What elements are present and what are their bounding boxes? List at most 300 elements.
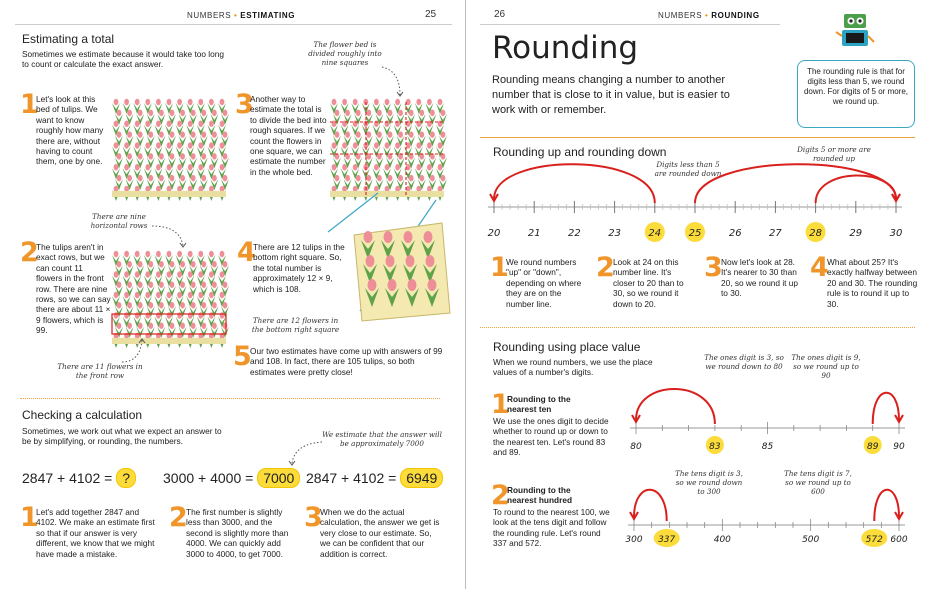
tulip-flower [127, 153, 132, 159]
tulip-flower [384, 231, 393, 243]
tulip-flower [167, 251, 172, 257]
tulip-flower [180, 323, 185, 329]
annotation-ones-3: The ones digit is 3, so we round down to 80 [704, 353, 784, 371]
tulip-field-image [112, 92, 226, 197]
tulip-flower [198, 99, 203, 105]
tulip-flower [170, 302, 175, 308]
tick-label: 85 [761, 442, 774, 452]
tulip-flower [223, 302, 228, 308]
tulip-flower [167, 312, 172, 318]
tulip-flower [170, 323, 175, 329]
tulip-flower [191, 110, 196, 116]
tulip-flower [201, 131, 206, 137]
tulip-flower [127, 175, 132, 181]
tulip-flower [416, 142, 421, 148]
tulip-flower [335, 110, 340, 116]
tulip-flower [177, 99, 182, 105]
tulip-flower [223, 131, 228, 137]
step-number: 2 [491, 480, 510, 511]
tulip-flower [148, 175, 153, 181]
rounding-arc [873, 393, 899, 424]
tulip-flower [191, 175, 196, 181]
tulip-flower [201, 261, 206, 267]
tulip-flower [170, 131, 175, 137]
tulip-flower [366, 255, 375, 267]
tulip-flower [114, 271, 119, 277]
step-text: When we do the actual calculation, the answer we get is very close to our estimate. So, we can be confident that our addition is correct. [320, 507, 440, 559]
tulip-flower [188, 251, 193, 257]
tick-label: 500 [802, 535, 820, 545]
tulip-flower [212, 302, 217, 308]
tulip-flower [135, 99, 140, 105]
tulip-flower [398, 110, 403, 116]
tulip-flower [388, 175, 393, 181]
tulip-flower [159, 175, 164, 181]
tulip-flower [356, 110, 361, 116]
tulip-flower [345, 110, 350, 116]
tulip-flower [148, 153, 153, 159]
tulip-flower [180, 131, 185, 137]
tulip-flower [180, 282, 185, 288]
tulip-flower [395, 164, 400, 170]
tulip-flower [138, 175, 143, 181]
tulip-flower [188, 99, 193, 105]
tulip-flower [209, 121, 214, 127]
tick-label: 22 [568, 228, 581, 239]
tulip-flower [167, 164, 172, 170]
tulip-flower [170, 153, 175, 159]
tick-label: 29 [849, 228, 863, 239]
tulip-flower [159, 261, 164, 267]
tulip-flower [209, 164, 214, 170]
tulip-flower [209, 292, 214, 298]
tulip-flower [124, 251, 129, 257]
tulip-flower [138, 131, 143, 137]
annotation-rounded-down: Digits less than 5 are rounded down [654, 160, 722, 178]
tulip-flower [180, 175, 185, 181]
rounding-arc [636, 389, 715, 424]
tulip-flower [135, 121, 140, 127]
tulip-flower [198, 142, 203, 148]
tulip-flower [198, 292, 203, 298]
step-text: There are 12 tulips in the bottom right square. So, the total number is approximately 12 × 9, which is 108. [253, 242, 345, 294]
tulip-flower [335, 131, 340, 137]
tick-label: 80 [630, 442, 642, 452]
tulip-flower [191, 302, 196, 308]
tulip-flower [167, 292, 172, 298]
rounding-arc [874, 490, 899, 521]
tulip-flower [156, 312, 161, 318]
step-text: Now let's look at 28. It's nearer to 30 than 20, so we round it up to 30. [721, 257, 799, 299]
tulip-flower [180, 302, 185, 308]
annotation-tens-7: The tens digit is 7, so we round up to 600 [784, 469, 852, 496]
tulip-flower [124, 142, 129, 148]
step-title: Rounding to the nearest ten [507, 394, 571, 415]
tulip-flower [177, 142, 182, 148]
tulip-flower [135, 251, 140, 257]
step-number: 2 [596, 252, 615, 283]
tulip-flower [180, 153, 185, 159]
tulip-field-grid-image [330, 92, 444, 197]
tulip-flower [209, 99, 214, 105]
tulip-flower [156, 164, 161, 170]
left-running-header: NUMBERS • ESTIMATING [187, 11, 296, 20]
annotation-tens-3: The tens digit is 3, so we round down to 300 [675, 469, 743, 496]
tulip-flower [127, 110, 132, 116]
number-line-80-90 [466, 370, 929, 460]
tulip-flower [212, 175, 217, 181]
equation-estimate: 3000 + 4000 = 7000 [163, 468, 300, 488]
step-number: 2 [169, 502, 188, 533]
tulip-flower [201, 110, 206, 116]
tulip-flower [441, 175, 446, 181]
step-text: Let's look at this bed of tulips. We want to know roughly how many there are, without having to count them, one by one. [36, 94, 104, 167]
equation-actual: 2847 + 4102 = 6949 [306, 468, 443, 488]
tulip-flower [364, 231, 373, 243]
tulip-flower [156, 99, 161, 105]
tulip-flower [114, 312, 119, 318]
section-heading-updown: Rounding up and rounding down [493, 145, 667, 159]
tick-label: 600 [890, 535, 908, 545]
rounding-intro: Rounding means changing a number to another number that is close to it in value, but is easier to work with or remember. [492, 74, 730, 116]
tulip-flower [177, 164, 182, 170]
tulip-flower [170, 175, 175, 181]
tick-label: 21 [527, 228, 541, 239]
tulip-flower [156, 121, 161, 127]
tulip-flower [386, 255, 395, 267]
step-text: We round numbers "up" or "down", depending on where they are on the number line. [506, 257, 582, 309]
tulip-flower [209, 271, 214, 277]
tulip-flower [428, 279, 437, 291]
tulip-flower [156, 251, 161, 257]
step-number: 2 [20, 237, 39, 268]
tulip-flower [201, 323, 206, 329]
tulip-flower [124, 292, 129, 298]
tulip-flower [177, 121, 182, 127]
annotation-arrow [286, 440, 326, 470]
tulip-flower [191, 282, 196, 288]
tulip-flower [223, 261, 228, 267]
tulip-flower [419, 110, 424, 116]
right-page [466, 0, 929, 589]
tulip-flower [332, 99, 337, 105]
step-number: 5 [233, 341, 252, 372]
tulip-flower [198, 251, 203, 257]
tulip-flower [223, 323, 228, 329]
tulip-flower [159, 323, 164, 329]
step-text: Our two estimates have come up with answers of 99 and 108. In fact, there are 105 tulips, so both estimates were pretty close! [250, 346, 443, 377]
tulip-flower [223, 282, 228, 288]
tulip-flower [220, 271, 225, 277]
tick-label: 400 [713, 535, 731, 545]
tulip-flower [404, 231, 413, 243]
tulip-flower [145, 271, 150, 277]
tulip-flower [188, 292, 193, 298]
tick-label: 337 [658, 535, 676, 545]
tulip-flower [145, 251, 150, 257]
place-value-intro: When we round numbers, we use the place values of a number's digits. [493, 357, 653, 378]
tulip-flower [385, 164, 390, 170]
tulip-flower [220, 142, 225, 148]
answer-highlight: 6949 [400, 468, 443, 488]
checking-intro: Sometimes, we work out what we expect an answer to be by simplifying, or rounding, the numbers. [22, 426, 222, 447]
step-text: The first number is slightly less than 3000, and the second is slightly more than 4000. We can quickly add 3000 to 4000, to get 7000. [186, 507, 289, 559]
tulip-flower [188, 142, 193, 148]
tulip-flower [180, 261, 185, 267]
tulip-flower [377, 110, 382, 116]
tulip-flower [220, 164, 225, 170]
tulip-flower [114, 99, 119, 105]
tulip-flower [124, 99, 129, 105]
tulip-flower [409, 131, 414, 137]
tulip-flower [388, 110, 393, 116]
tulip-flower [135, 292, 140, 298]
tulip-flower [427, 99, 432, 105]
tick-label: 28 [809, 228, 822, 239]
step-text: To round to the nearest 100, we look at the tens digit and follow the rounding rule. Let's round 337 and 572. [493, 507, 610, 549]
tulip-flower [374, 142, 379, 148]
tulip-flower [385, 142, 390, 148]
tulip-flower [220, 99, 225, 105]
tulip-flower [177, 271, 182, 277]
tulip-flower [159, 302, 164, 308]
tick-label: 89 [866, 442, 879, 452]
annotation-nine-squares: The flower bed is divided roughly into nine squares [308, 40, 382, 67]
tulip-flower [135, 164, 140, 170]
tulip-flower [201, 175, 206, 181]
tulip-flower [127, 302, 132, 308]
step-number: 3 [304, 502, 323, 533]
tulip-flower [198, 164, 203, 170]
tulip-flower [117, 302, 122, 308]
step-text: We use the ones digit to decide whether to round up or down to the nearest ten. Let's round 83 and 89. [493, 416, 609, 458]
annotation-estimate: We estimate that the answer will be approximately 7000 [322, 430, 442, 448]
tulip-flower [366, 110, 371, 116]
step-number: 3 [235, 89, 254, 120]
tulip-flower [427, 142, 432, 148]
tulip-flower [424, 231, 433, 243]
section-divider [480, 327, 915, 328]
tulip-flower [332, 142, 337, 148]
tulip-flower [135, 312, 140, 318]
annotation-ones-9: The ones digit is 9, so we round up to 90 [791, 353, 861, 380]
page-title: Rounding [492, 30, 639, 66]
tulip-flower [212, 131, 217, 137]
section-heading-estimating: Estimating a total [22, 32, 115, 46]
tulip-flower [409, 175, 414, 181]
tick-label: 20 [487, 228, 501, 239]
tulip-flower [438, 142, 443, 148]
tulip-flower [377, 175, 382, 181]
tulip-flower [441, 110, 446, 116]
tulip-flower [223, 153, 228, 159]
tulip-flower [138, 110, 143, 116]
tulip-flower [148, 131, 153, 137]
tulip-flower [117, 175, 122, 181]
tulip-flower [145, 99, 150, 105]
tulip-flower [117, 153, 122, 159]
equation-original: 2847 + 4102 = ? [22, 468, 136, 488]
tick-label: 572 [865, 535, 883, 545]
tulip-flower [191, 131, 196, 137]
tulip-flower [388, 279, 397, 291]
tulip-flower [353, 99, 358, 105]
left-page-number: 25 [425, 9, 437, 20]
tulip-flower [441, 131, 446, 137]
tulip-flower [167, 142, 172, 148]
tulip-flower [332, 164, 337, 170]
tulip-flower [191, 323, 196, 329]
rounding-arc [816, 175, 896, 203]
tulip-flower [416, 164, 421, 170]
rounding-arc [494, 164, 655, 203]
tulip-flower [159, 131, 164, 137]
tulip-flower [177, 312, 182, 318]
tulip-flower [209, 312, 214, 318]
tulip-flower [159, 110, 164, 116]
tulip-flower [124, 271, 129, 277]
number-line-20-30 [466, 140, 929, 250]
tulip-flower [212, 323, 217, 329]
tulip-flower [135, 142, 140, 148]
tulip-flower [170, 282, 175, 288]
tulip-flower [145, 292, 150, 298]
tulip-flower [191, 153, 196, 159]
tulip-flower [188, 312, 193, 318]
tulip-flower [220, 312, 225, 318]
tulip-flower [430, 131, 435, 137]
tulip-flower [388, 131, 393, 137]
tulip-flower [170, 261, 175, 267]
tulip-flower [366, 131, 371, 137]
tulip-flower [167, 99, 172, 105]
header-divider [480, 24, 780, 25]
tulip-flower [138, 282, 143, 288]
annotation-rounded-up: Digits 5 or more are rounded up [797, 145, 871, 163]
tulip-flower [117, 110, 122, 116]
tulip-flower [220, 121, 225, 127]
number-line-300-600 [466, 470, 929, 560]
tulip-flower [114, 164, 119, 170]
tulip-flower [135, 271, 140, 277]
tick-label: 300 [625, 535, 643, 545]
tulip-flower [419, 131, 424, 137]
tulip-flower [430, 110, 435, 116]
annotation-bottom-right: There are 12 flowers in the bottom right square [251, 316, 340, 334]
tulip-flower [356, 175, 361, 181]
tulip-flower [177, 251, 182, 257]
tulip-flower [409, 110, 414, 116]
answer-highlight: 7000 [257, 468, 300, 488]
annotation-arrow [120, 336, 160, 366]
header-divider [15, 24, 452, 25]
step-number: 1 [20, 502, 39, 533]
tulip-square-zoom-image [258, 185, 453, 330]
tulip-flower [366, 175, 371, 181]
tulip-flower [148, 110, 153, 116]
tulip-flower [156, 271, 161, 277]
tulip-flower [145, 164, 150, 170]
tick-label: 30 [889, 228, 903, 239]
tulip-flower [127, 323, 132, 329]
tulip-flower [368, 279, 377, 291]
tick-label: 23 [608, 228, 621, 239]
tulip-flower [159, 153, 164, 159]
tulip-flower [124, 121, 129, 127]
tulip-flower [117, 323, 122, 329]
annotation-nine-rows: There are nine horizontal rows [90, 212, 148, 230]
step-text: What about 25? It's exactly halfway between 20 and 30. The rounding rule is to round it up to 30. [827, 257, 918, 309]
tulip-flower [342, 99, 347, 105]
step-text: Let's add together 2847 and 4102. We make an estimate first so that if our answer is very different, we know that we might have made a mistake. [36, 507, 155, 559]
tulip-flower [145, 121, 150, 127]
tulip-flower [201, 282, 206, 288]
tulip-flower [416, 99, 421, 105]
step-number: 4 [810, 252, 829, 283]
tulip-flower [148, 282, 153, 288]
step-text: Another way to estimate the total is to divide the bed into rough squares. If we count the flowers in one square, we can estimate the number in the whole bed. [250, 94, 327, 177]
annotation-front-row: There are 11 flowers in the front row [57, 362, 143, 380]
tulip-flower [188, 271, 193, 277]
tulip-flower [356, 131, 361, 137]
tulip-flower [353, 142, 358, 148]
step-number: 4 [237, 237, 256, 268]
tulip-flower [395, 142, 400, 148]
tulip-flower [117, 261, 122, 267]
tulip-flower [138, 153, 143, 159]
tulip-flower [180, 110, 185, 116]
tick-label: 27 [769, 228, 782, 239]
tulip-flower [114, 142, 119, 148]
step-text: The tulips aren't in exact rows, but we can count 11 flowers in the front row. There are nine rows, so we can say there are about 11 × 9 flowers, which is 99. [36, 242, 111, 336]
answer-highlight: ? [116, 468, 136, 488]
tulip-flower [220, 251, 225, 257]
tulip-flower [209, 142, 214, 148]
right-running-header: NUMBERS • ROUNDING [658, 11, 760, 20]
tulip-flower [353, 164, 358, 170]
tulip-flower [201, 153, 206, 159]
section-divider [20, 398, 440, 399]
tulip-flower [335, 175, 340, 181]
tulip-flower [201, 302, 206, 308]
tulip-flower [438, 99, 443, 105]
tulip-flower [430, 175, 435, 181]
tulip-flower [209, 251, 214, 257]
step-number: 1 [491, 389, 510, 420]
tulip-flower [374, 99, 379, 105]
tulip-flower [117, 131, 122, 137]
section-heading-place-value: Rounding using place value [493, 340, 641, 354]
rounding-arc [695, 164, 896, 203]
tick-label: 25 [688, 228, 702, 239]
tulip-flower [188, 121, 193, 127]
step-text: Look at 24 on this number line. It's closer to 20 than to 30, so we round it down to 20. [613, 257, 684, 309]
tulip-flower [408, 279, 417, 291]
tulip-flower [406, 255, 415, 267]
step-number: 3 [704, 252, 723, 283]
step-number: 1 [20, 89, 39, 120]
tulip-flower [419, 175, 424, 181]
tulip-flower [398, 175, 403, 181]
tulip-flower [117, 282, 122, 288]
tulip-flower [191, 261, 196, 267]
tulip-flower [198, 312, 203, 318]
rounding-arc [634, 490, 667, 521]
tulip-flower [398, 131, 403, 137]
tulip-flower [148, 302, 153, 308]
rounding-rule-callout: The rounding rule is that for digits less than 5, we round down. For digits of 5 or more, we round up. [797, 60, 915, 128]
annotation-arrow [380, 65, 410, 105]
